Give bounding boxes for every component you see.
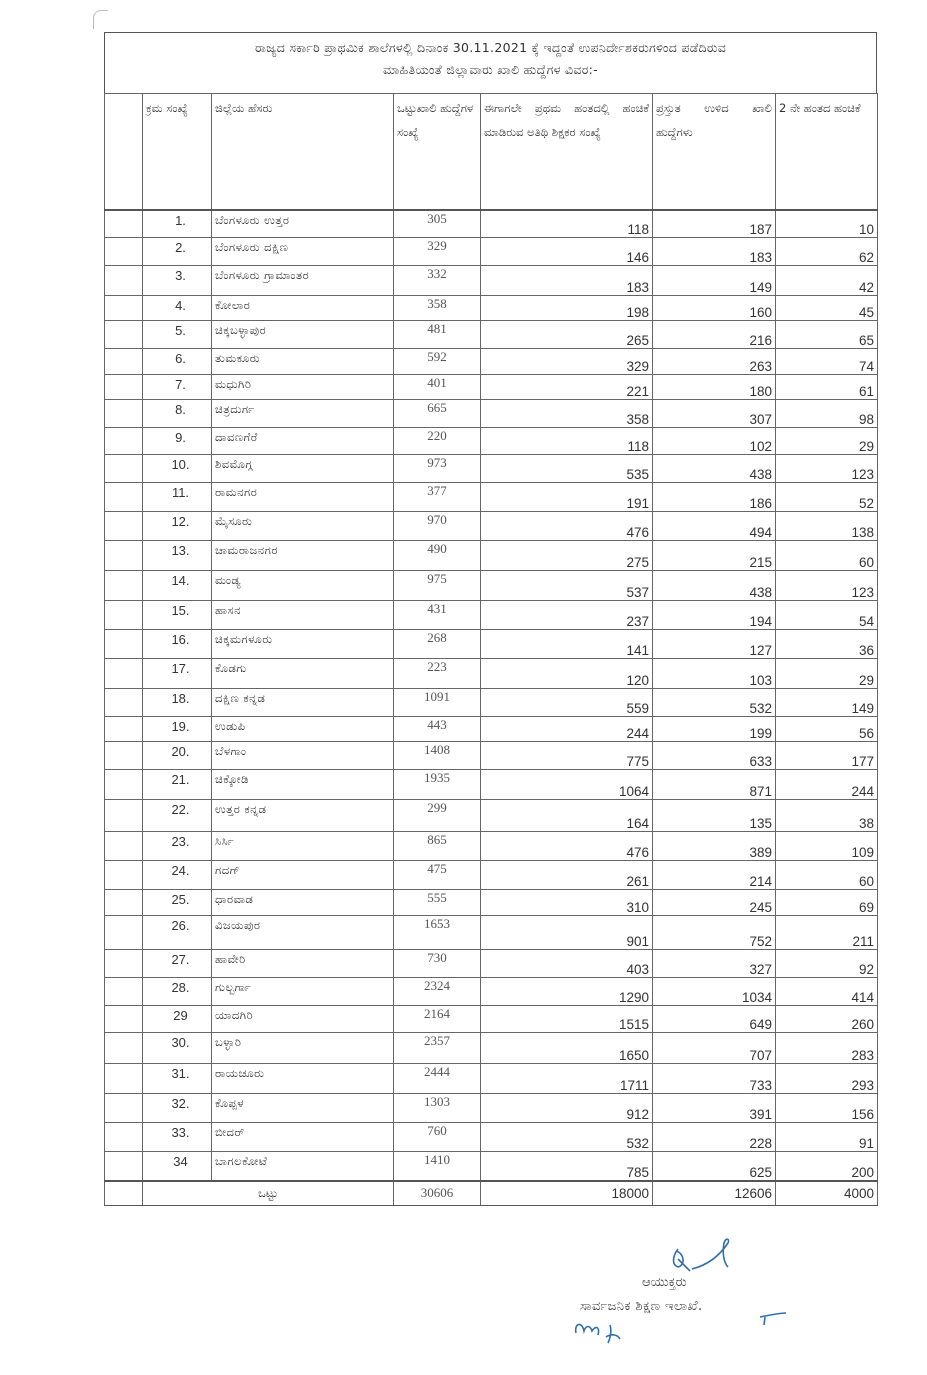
total-vacancies: 975 — [394, 571, 481, 601]
remaining-vacancies: 180 — [653, 375, 776, 400]
district-name: ತುಮಕೂರು — [212, 349, 394, 375]
remaining-vacancies: 135 — [653, 800, 776, 832]
district-name: ಚಾಮರಾಜನಗರ — [212, 541, 394, 571]
serial-number: 24. — [143, 861, 212, 890]
district-name: ರಾಮನಗರ — [212, 483, 394, 512]
serial-number: 7. — [143, 375, 212, 400]
row-blank-cell — [105, 770, 143, 800]
table-row — [105, 916, 878, 950]
table-row — [105, 210, 878, 238]
row-blank-cell — [105, 630, 143, 659]
row-blank-cell — [105, 266, 143, 296]
row-blank-cell — [105, 659, 143, 689]
table-row — [105, 890, 878, 916]
table-row — [105, 659, 878, 689]
serial-number: 13. — [143, 541, 212, 571]
serial-number: 14. — [143, 571, 212, 601]
total-vacancies: 555 — [394, 890, 481, 916]
total-vacancies: 973 — [394, 455, 481, 483]
table-total-row — [105, 1181, 878, 1206]
second-phase-allotment: 414 — [776, 978, 878, 1006]
first-phase-allotted: 785 — [481, 1152, 653, 1181]
total-vacancies: 358 — [394, 296, 481, 321]
second-phase-allotment: 123 — [776, 455, 878, 483]
remaining-vacancies: 102 — [653, 428, 776, 455]
total-label: ಒಟ್ಟು — [143, 1181, 394, 1206]
total-vacancies: 481 — [394, 321, 481, 349]
serial-number: 34 — [143, 1152, 212, 1181]
second-phase-allotment: 29 — [776, 659, 878, 689]
remaining-sum: 12606 — [653, 1181, 776, 1206]
district-name: ಗದಗ್ — [212, 861, 394, 890]
second-phase-allotment: 45 — [776, 296, 878, 321]
district-name: ಚಿಕ್ಕೋಡಿ — [212, 770, 394, 800]
serial-number: 28. — [143, 978, 212, 1006]
district-name: ಗುಲ್ಬರ್ಗಾ — [212, 978, 394, 1006]
total-vacancies: 1653 — [394, 916, 481, 950]
row-blank-cell — [105, 238, 143, 266]
second-phase-allotment: 52 — [776, 483, 878, 512]
second-phase-allotment: 65 — [776, 321, 878, 349]
second-phase-allotment: 283 — [776, 1033, 878, 1064]
first-phase-allotted: 358 — [481, 400, 653, 428]
serial-number: 15. — [143, 601, 212, 630]
serial-number: 10. — [143, 455, 212, 483]
header-serial-number: ಕ್ರಮ ಸಂಖ್ಯೆ — [143, 94, 212, 210]
serial-number: 3. — [143, 266, 212, 296]
remaining-vacancies: 263 — [653, 349, 776, 375]
second-phase-allotment: 293 — [776, 1064, 878, 1094]
remaining-vacancies: 215 — [653, 541, 776, 571]
first-phase-allotted: 146 — [481, 238, 653, 266]
second-phase-allotment: 156 — [776, 1094, 878, 1123]
serial-number: 12. — [143, 512, 212, 541]
total-vacancies: 2164 — [394, 1006, 481, 1033]
district-name: ಚಿಕ್ಕಮಗಳೂರು — [212, 630, 394, 659]
title-line-1: ರಾಜ್ಯದ ಸರ್ಕಾರಿ ಪ್ರಾಥಮಿಕ ಶಾಲೆಗಳಲ್ಲಿ ದಿನಾಂಕ 30.11.2021 ಕ್ಕೆ ಇದ್ದಂತೆ ಉಪನಿರ್ದೇಶಕರುಗಳಿಂದ ಪಡೆದಿರುವ — [254, 40, 727, 55]
district-name: ಬೆಂಗಳೂರು ಗ್ರಾಮಾಂತರ — [212, 266, 394, 296]
row-blank-cell — [105, 1064, 143, 1094]
district-name: ಬೆಂಗಳೂರು ದಕ್ಷಿಣ — [212, 238, 394, 266]
first-phase-allotted: 403 — [481, 950, 653, 978]
header-total-vacancies: ಒಟ್ಟುಖಾಲಿ ಹುದ್ದೆಗಳ ಸಂಖ್ಯೆ — [394, 94, 481, 210]
first-phase-allotted: 559 — [481, 689, 653, 717]
remaining-vacancies: 194 — [653, 601, 776, 630]
remaining-vacancies: 494 — [653, 512, 776, 541]
remaining-vacancies: 532 — [653, 689, 776, 717]
district-name: ಚಿಕ್ಕಬಳ್ಳಾಪುರ — [212, 321, 394, 349]
district-name: ಬೆಂಗಳೂರು ಉತ್ತರ — [212, 210, 394, 238]
serial-number: 31. — [143, 1064, 212, 1094]
first-phase-sum: 18000 — [481, 1181, 653, 1206]
district-name: ಮೈಸೂರು — [212, 512, 394, 541]
document-title — [104, 32, 877, 93]
first-phase-allotted: 244 — [481, 717, 653, 742]
district-name: ಧಾರವಾಡ — [212, 890, 394, 916]
table-row — [105, 800, 878, 832]
table-row — [105, 1064, 878, 1094]
table-row — [105, 238, 878, 266]
header-district-name: ಜಿಲ್ಲೆಯ ಹೆಸರು — [212, 94, 394, 210]
remaining-vacancies: 245 — [653, 890, 776, 916]
second-phase-allotment: 92 — [776, 950, 878, 978]
total-vacancies: 299 — [394, 800, 481, 832]
second-phase-allotment: 10 — [776, 210, 878, 238]
district-vacancy-table — [104, 93, 878, 1206]
total-vacancies: 220 — [394, 428, 481, 455]
serial-number: 5. — [143, 321, 212, 349]
serial-number: 23. — [143, 832, 212, 861]
row-blank-cell — [105, 1094, 143, 1123]
header-remaining-vacancies: ಪ್ರಸ್ತುತ ಉಳಿದ ಖಾಲಿ ಹುದ್ದೆಗಳು — [653, 94, 776, 210]
remaining-vacancies: 160 — [653, 296, 776, 321]
total-vacancies: 730 — [394, 950, 481, 978]
total-vacancies: 431 — [394, 601, 481, 630]
row-blank-cell — [105, 1006, 143, 1033]
remaining-vacancies: 752 — [653, 916, 776, 950]
total-vacancies: 305 — [394, 210, 481, 238]
second-phase-allotment: 36 — [776, 630, 878, 659]
remaining-vacancies: 389 — [653, 832, 776, 861]
second-phase-allotment: 38 — [776, 800, 878, 832]
first-phase-allotted: 775 — [481, 742, 653, 770]
first-phase-allotted: 537 — [481, 571, 653, 601]
serial-number: 8. — [143, 400, 212, 428]
row-blank-cell — [105, 512, 143, 541]
first-phase-allotted: 118 — [481, 210, 653, 238]
row-blank-cell — [105, 321, 143, 349]
serial-number: 27. — [143, 950, 212, 978]
remaining-vacancies: 871 — [653, 770, 776, 800]
district-name: ಯಾದಗಿರಿ — [212, 1006, 394, 1033]
first-phase-allotted: 1515 — [481, 1006, 653, 1033]
table-row — [105, 978, 878, 1006]
remaining-vacancies: 327 — [653, 950, 776, 978]
district-name: ಹಾವೇರಿ — [212, 950, 394, 978]
total-vacancies: 970 — [394, 512, 481, 541]
second-phase-allotment: 123 — [776, 571, 878, 601]
serial-number: 1. — [143, 210, 212, 238]
row-blank-cell — [105, 375, 143, 400]
first-phase-allotted: 535 — [481, 455, 653, 483]
second-phase-sum: 4000 — [776, 1181, 878, 1206]
serial-number: 30. — [143, 1033, 212, 1064]
signature-block — [560, 1235, 820, 1350]
remaining-vacancies: 187 — [653, 210, 776, 238]
first-phase-allotted: 221 — [481, 375, 653, 400]
district-name: ಕೊಡಗು — [212, 659, 394, 689]
remaining-vacancies: 228 — [653, 1123, 776, 1152]
second-phase-allotment: 211 — [776, 916, 878, 950]
total-vacancies: 2324 — [394, 978, 481, 1006]
first-phase-allotted: 265 — [481, 321, 653, 349]
table-row — [105, 483, 878, 512]
district-name: ಬಾಗಲಕೋಟೆ — [212, 1152, 394, 1181]
table-row — [105, 630, 878, 659]
remaining-vacancies: 103 — [653, 659, 776, 689]
second-phase-allotment: 74 — [776, 349, 878, 375]
second-phase-allotment: 200 — [776, 1152, 878, 1181]
table-row — [105, 1123, 878, 1152]
row-blank-cell — [105, 1123, 143, 1152]
district-name: ಚಿತ್ರದುರ್ಗ — [212, 400, 394, 428]
row-blank-cell — [105, 210, 143, 238]
table-row — [105, 266, 878, 296]
table-row — [105, 512, 878, 541]
total-vacancies: 223 — [394, 659, 481, 689]
second-phase-allotment: 60 — [776, 541, 878, 571]
total-vacancies: 1935 — [394, 770, 481, 800]
total-vacancies: 377 — [394, 483, 481, 512]
second-phase-allotment: 138 — [776, 512, 878, 541]
serial-number: 11. — [143, 483, 212, 512]
remaining-vacancies: 214 — [653, 861, 776, 890]
first-phase-allotted: 901 — [481, 916, 653, 950]
district-name: ಬೆಳಗಾಂ — [212, 742, 394, 770]
total-vacancies: 665 — [394, 400, 481, 428]
row-blank-cell — [105, 800, 143, 832]
first-phase-allotted: 1064 — [481, 770, 653, 800]
row-blank-cell — [105, 1033, 143, 1064]
first-phase-allotted: 1290 — [481, 978, 653, 1006]
table-row — [105, 571, 878, 601]
row-blank-cell — [105, 601, 143, 630]
district-name: ಉತ್ತರ ಕನ್ನಡ — [212, 800, 394, 832]
total-vacancies: 1408 — [394, 742, 481, 770]
district-name: ದಾವಣಗೆರೆ — [212, 428, 394, 455]
first-phase-allotted: 198 — [481, 296, 653, 321]
serial-number: 18. — [143, 689, 212, 717]
second-phase-allotment: 69 — [776, 890, 878, 916]
total-vacancies: 760 — [394, 1123, 481, 1152]
serial-number: 29 — [143, 1006, 212, 1033]
total-vacancies: 329 — [394, 238, 481, 266]
table-row — [105, 375, 878, 400]
table-row — [105, 742, 878, 770]
second-phase-allotment: 42 — [776, 266, 878, 296]
row-blank-cell — [105, 571, 143, 601]
remaining-vacancies: 307 — [653, 400, 776, 428]
table-row — [105, 400, 878, 428]
first-phase-allotted: 329 — [481, 349, 653, 375]
total-vacancies: 2444 — [394, 1064, 481, 1094]
total-vacancies: 865 — [394, 832, 481, 861]
remaining-vacancies: 391 — [653, 1094, 776, 1123]
district-name: ಸಿರ್ಸಿ — [212, 832, 394, 861]
total-vacancies: 443 — [394, 717, 481, 742]
serial-number: 20. — [143, 742, 212, 770]
header-blank — [105, 94, 143, 210]
district-name: ಬಳ್ಳಾರಿ — [212, 1033, 394, 1064]
remaining-vacancies: 127 — [653, 630, 776, 659]
district-name: ಉಡುಪಿ — [212, 717, 394, 742]
table-row — [105, 861, 878, 890]
table-row — [105, 950, 878, 978]
row-blank-cell — [105, 296, 143, 321]
remaining-vacancies: 733 — [653, 1064, 776, 1094]
table-row — [105, 296, 878, 321]
district-name: ವಿಜಯಪುರ — [212, 916, 394, 950]
remaining-vacancies: 199 — [653, 717, 776, 742]
total-vacancies: 2357 — [394, 1033, 481, 1064]
first-phase-allotted: 476 — [481, 512, 653, 541]
remaining-vacancies: 186 — [653, 483, 776, 512]
first-phase-allotted: 1650 — [481, 1033, 653, 1064]
row-blank-cell — [105, 742, 143, 770]
signature-scribble-icon — [560, 1235, 820, 1350]
table-row — [105, 349, 878, 375]
table-row — [105, 717, 878, 742]
table-row — [105, 428, 878, 455]
serial-number: 25. — [143, 890, 212, 916]
total-vacancies: 268 — [394, 630, 481, 659]
table-row — [105, 832, 878, 861]
district-name: ದಕ್ಷಿಣ ಕನ್ನಡ — [212, 689, 394, 717]
total-vacancies-sum: 30606 — [394, 1181, 481, 1206]
second-phase-allotment: 109 — [776, 832, 878, 861]
table-row — [105, 770, 878, 800]
table-row — [105, 1033, 878, 1064]
first-phase-allotted: 912 — [481, 1094, 653, 1123]
remaining-vacancies: 633 — [653, 742, 776, 770]
row-blank-cell — [105, 916, 143, 950]
total-vacancies: 1091 — [394, 689, 481, 717]
remaining-vacancies: 438 — [653, 571, 776, 601]
second-phase-allotment: 61 — [776, 375, 878, 400]
table-row — [105, 321, 878, 349]
second-phase-allotment: 60 — [776, 861, 878, 890]
total-vacancies: 475 — [394, 861, 481, 890]
table-row — [105, 455, 878, 483]
district-name: ಬೀದರ್ — [212, 1123, 394, 1152]
district-name: ರಾಯಚೂರು — [212, 1064, 394, 1094]
second-phase-allotment: 177 — [776, 742, 878, 770]
row-blank-cell — [105, 950, 143, 978]
first-phase-allotted: 183 — [481, 266, 653, 296]
remaining-vacancies: 1034 — [653, 978, 776, 1006]
first-phase-allotted: 191 — [481, 483, 653, 512]
serial-number: 9. — [143, 428, 212, 455]
total-vacancies: 401 — [394, 375, 481, 400]
row-blank-cell — [105, 861, 143, 890]
serial-number: 22. — [143, 800, 212, 832]
second-phase-allotment: 62 — [776, 238, 878, 266]
table-row — [105, 689, 878, 717]
first-phase-allotted: 275 — [481, 541, 653, 571]
first-phase-allotted: 120 — [481, 659, 653, 689]
row-blank-cell — [105, 1152, 143, 1181]
table-row — [105, 601, 878, 630]
table-row — [105, 1152, 878, 1181]
remaining-vacancies: 216 — [653, 321, 776, 349]
serial-number: 2. — [143, 238, 212, 266]
row-blank-cell — [105, 483, 143, 512]
total-vacancies: 490 — [394, 541, 481, 571]
table-row — [105, 1006, 878, 1033]
table-row — [105, 541, 878, 571]
serial-number: 33. — [143, 1123, 212, 1152]
table-row — [105, 1094, 878, 1123]
serial-number: 19. — [143, 717, 212, 742]
second-phase-allotment: 260 — [776, 1006, 878, 1033]
district-name: ಶಿವಮೊಗ್ಗ — [212, 455, 394, 483]
table-header-row — [105, 94, 878, 210]
row-blank-cell — [105, 541, 143, 571]
title-line-2: ಮಾಹಿತಿಯಂತೆ ಜಿಲ್ಲಾವಾರು ಖಾಲಿ ಹುದ್ದೆಗಳ ವಿವರ:- — [383, 62, 598, 77]
header-second-phase-allotment: 2 ನೇ ಹಂತದ ಹಂಚಿಕೆ — [776, 94, 878, 210]
remaining-vacancies: 625 — [653, 1152, 776, 1181]
row-blank-cell — [105, 832, 143, 861]
row-blank-cell — [105, 400, 143, 428]
first-phase-allotted: 310 — [481, 890, 653, 916]
first-phase-allotted: 261 — [481, 861, 653, 890]
first-phase-allotted: 118 — [481, 428, 653, 455]
second-phase-allotment: 244 — [776, 770, 878, 800]
row-blank-cell — [105, 689, 143, 717]
second-phase-allotment: 98 — [776, 400, 878, 428]
first-phase-allotted: 164 — [481, 800, 653, 832]
first-phase-allotted: 141 — [481, 630, 653, 659]
serial-number: 21. — [143, 770, 212, 800]
row-blank-cell — [105, 890, 143, 916]
second-phase-allotment: 29 — [776, 428, 878, 455]
total-vacancies: 592 — [394, 349, 481, 375]
district-name: ಮಧುಗಿರಿ — [212, 375, 394, 400]
remaining-vacancies: 707 — [653, 1033, 776, 1064]
table-body — [105, 210, 878, 1181]
second-phase-allotment: 56 — [776, 717, 878, 742]
total-vacancies: 1303 — [394, 1094, 481, 1123]
signatory-title: ಆಯುಕ್ತರು — [642, 1275, 687, 1290]
second-phase-allotment: 91 — [776, 1123, 878, 1152]
first-phase-allotted: 1711 — [481, 1064, 653, 1094]
second-phase-allotment: 54 — [776, 601, 878, 630]
first-phase-allotted: 532 — [481, 1123, 653, 1152]
total-vacancies: 1410 — [394, 1152, 481, 1181]
signatory-department: ಸಾರ್ವಜನಿಕ ಶಿಕ್ಷಣ ಇಲಾಖೆ. — [580, 1299, 703, 1314]
total-vacancies: 332 — [394, 266, 481, 296]
district-name: ಹಾಸನ — [212, 601, 394, 630]
serial-number: 16. — [143, 630, 212, 659]
serial-number: 32. — [143, 1094, 212, 1123]
page-corner-mark — [93, 10, 108, 29]
remaining-vacancies: 649 — [653, 1006, 776, 1033]
serial-number: 6. — [143, 349, 212, 375]
first-phase-allotted: 476 — [481, 832, 653, 861]
district-name: ಮಂಡ್ಯ — [212, 571, 394, 601]
serial-number: 17. — [143, 659, 212, 689]
second-phase-allotment: 149 — [776, 689, 878, 717]
remaining-vacancies: 149 — [653, 266, 776, 296]
row-blank-cell — [105, 455, 143, 483]
district-name: ಕೊಪ್ಪಳ — [212, 1094, 394, 1123]
row-blank-cell — [105, 978, 143, 1006]
row-blank-cell — [105, 428, 143, 455]
district-name: ಕೋಲಾರ — [212, 296, 394, 321]
header-first-phase-allotted: ಈಗಾಗಲೇ ಪ್ರಥಮ ಹಂತದಲ್ಲಿ ಹಂಚಿಕೆ ಮಾಡಿರುವ ಅತಿಥಿ ಶಿಕ್ಷಕರ ಸಂಖ್ಯೆ — [481, 94, 653, 210]
serial-number: 4. — [143, 296, 212, 321]
total-blank-cell — [105, 1181, 143, 1206]
row-blank-cell — [105, 349, 143, 375]
row-blank-cell — [105, 717, 143, 742]
remaining-vacancies: 438 — [653, 455, 776, 483]
first-phase-allotted: 237 — [481, 601, 653, 630]
remaining-vacancies: 183 — [653, 238, 776, 266]
serial-number: 26. — [143, 916, 212, 950]
vacancy-document — [104, 32, 877, 1206]
